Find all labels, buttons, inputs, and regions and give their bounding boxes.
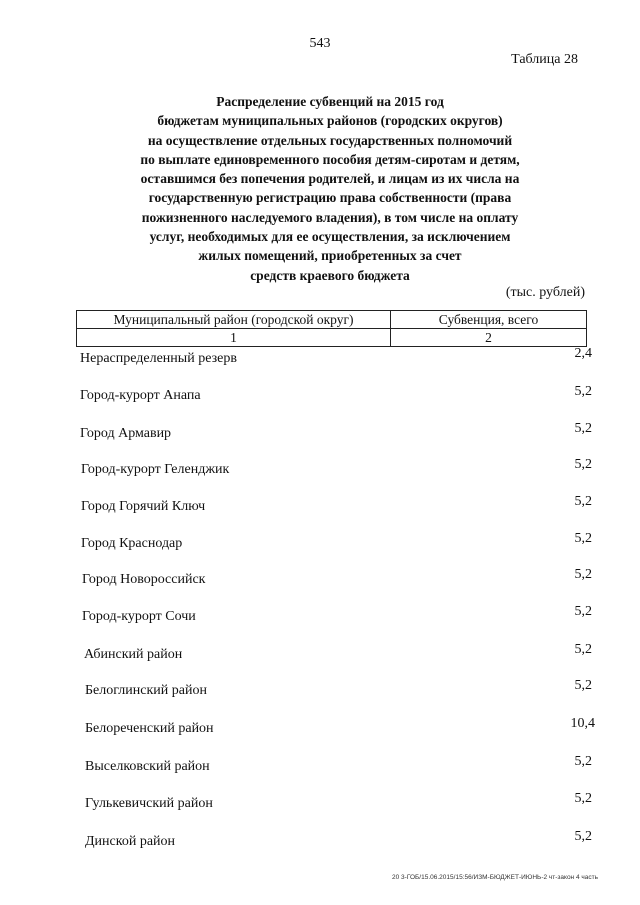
district-name: Белореченский район [85,721,214,736]
column-number-1: 1 [77,329,391,347]
district-name: Нераспределенный резерв [80,351,237,366]
column-number-2: 2 [391,329,587,347]
title-line: государственную регистрацию права собственности (права [148,190,512,206]
district-name: Город Армавир [80,426,172,441]
title-line: пожизненного наследуемого владения), в том числе на оплату [141,209,519,225]
units-label: (тыс. рублей) [505,285,585,300]
header-subvention: Субвенция, всего [391,311,587,329]
title-line: Распределение субвенций на 2015 год [216,94,444,109]
subvention-value: 5,2 [574,494,592,509]
title-line: жилых помещений, приобретенных за счет [198,248,462,264]
subvention-value: 5,2 [574,421,592,436]
district-name: Гулькевичский район [85,796,213,811]
title-line: услуг, необходимых для ее осуществления, за исключением [149,229,511,245]
subvention-value: 5,2 [574,384,592,399]
district-name: Выселковский район [85,759,210,774]
subvention-value: 5,2 [574,754,592,769]
district-name: Город Краснодар [81,536,183,551]
district-name: Белоглинский район [85,683,207,698]
district-name: Город-курорт Геленджик [81,462,230,477]
header-district: Муниципальный район (городской округ) [77,311,391,329]
subvention-value: 5,2 [574,791,592,806]
title-line: оставшимся без попечения родителей, и лицам из их числа на [140,171,520,187]
footer-stamp: 20 3-ГОБ/15.06.2015/15:56/ИЗМ-БЮДЖЕТ-ИЮНЬ-2 чт-закон 4 часть [392,874,598,881]
subvention-value: 5,2 [574,567,592,582]
district-name: Динской район [85,834,176,849]
subvention-value: 5,2 [574,829,592,844]
subvention-value: 5,2 [574,678,592,693]
subvention-value: 5,2 [574,604,592,619]
district-name: Абинский район [84,647,183,662]
title-line: по выплате единовременного пособия детям-сиротам и детям, [140,151,520,167]
subvention-value: 5,2 [574,531,592,546]
subvention-value: 5,2 [574,457,592,472]
district-name: Город-курорт Анапа [80,388,201,403]
district-name: Город Новороссийск [82,572,206,587]
district-name: Город Горячий Ключ [81,499,206,514]
title-line: на осуществление отдельных государственных полномочий [147,132,513,148]
page-number: 543 [309,36,331,51]
district-name: Город-курорт Сочи [82,609,196,624]
title-line: бюджетам муниципальных районов (городских округов) [157,113,503,129]
subvention-value: 10,4 [570,716,595,731]
table-label: Таблица 28 [511,52,578,67]
subvention-value: 2,4 [574,346,592,361]
subvention-value: 5,2 [574,642,592,657]
title-line: средств краевого бюджета [250,267,410,283]
